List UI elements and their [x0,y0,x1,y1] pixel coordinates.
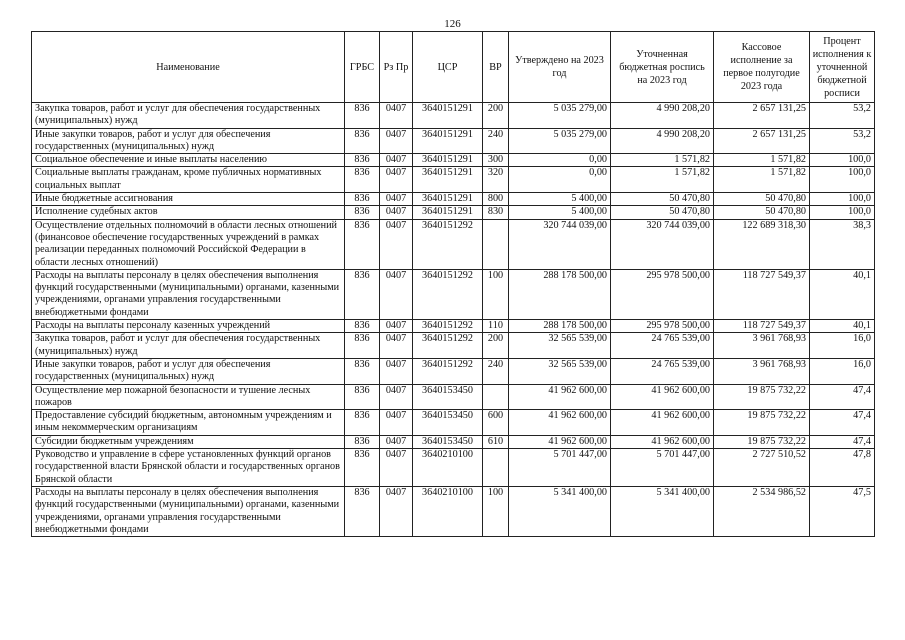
table-cell-refined: 320 744 039,00 [611,219,714,269]
table-cell-csr: 3640151291 [413,103,483,129]
table-cell-name: Социальное обеспечение и иные выплаты населению [32,154,345,167]
table-cell-grbs: 836 [345,269,380,319]
table-cell-rzpr: 0407 [380,449,413,487]
table-cell-name: Предоставление субсидий бюджетным, автономным учреждениям и иным некоммерческим организациям [32,410,345,436]
table-cell-approved: 5 701 447,00 [509,449,611,487]
table-cell-executed: 3 961 768,93 [714,333,810,359]
table-cell-vr: 610 [483,435,509,448]
table-cell-vr: 240 [483,128,509,154]
table-row [32,384,875,410]
table-cell-approved: 41 962 600,00 [509,410,611,436]
table-cell-name: Субсидии бюджетным учреждениям [32,435,345,448]
table-cell-grbs: 836 [345,206,380,219]
table-cell-csr: 3640151292 [413,333,483,359]
table-cell-grbs: 836 [345,449,380,487]
table-row [32,269,875,319]
table-cell-csr: 3640153450 [413,435,483,448]
table-cell-executed: 122 689 318,30 [714,219,810,269]
table-cell-name: Расходы на выплаты персоналу в целях обеспечения выполнения функций государственными (муниципальными) органами, казенными учреждениями, органами управления государственными внебюджетными фондами [32,486,345,536]
table-cell-rzpr: 0407 [380,320,413,333]
table-cell-approved: 5 400,00 [509,193,611,206]
table-cell-rzpr: 0407 [380,103,413,129]
table-row [32,410,875,436]
table-cell-executed: 2 534 986,52 [714,486,810,536]
table-cell-csr: 3640210100 [413,449,483,487]
table-cell-vr: 200 [483,333,509,359]
header-percent: Процент исполнения к уточненной бюджетной росписи [810,32,875,103]
table-row [32,154,875,167]
table-row [32,358,875,384]
table-cell-name: Иные закупки товаров, работ и услуг для обеспечения государственных (муниципальных) нужд [32,358,345,384]
table-cell-name: Расходы на выплаты персоналу казенных учреждений [32,320,345,333]
table-cell-refined: 24 765 539,00 [611,358,714,384]
table-cell-percent: 47,4 [810,384,875,410]
table-cell-approved: 5 035 279,00 [509,128,611,154]
table-cell-grbs: 836 [345,435,380,448]
table-cell-grbs: 836 [345,333,380,359]
table-cell-rzpr: 0407 [380,333,413,359]
table-cell-vr: 100 [483,486,509,536]
table-cell-refined: 41 962 600,00 [611,410,714,436]
table-cell-refined: 41 962 600,00 [611,435,714,448]
table-cell-name: Расходы на выплаты персоналу в целях обеспечения выполнения функций государственными (муниципальными) органами, казенными учреждениями, органами управления государственными внебюджетными фондами [32,269,345,319]
table-cell-percent: 53,2 [810,103,875,129]
table-cell-vr: 320 [483,167,509,193]
table-cell-executed: 3 961 768,93 [714,358,810,384]
table-cell-csr: 3640151292 [413,219,483,269]
table-row [32,206,875,219]
table-row [32,449,875,487]
table-cell-approved: 32 565 539,00 [509,333,611,359]
table-cell-refined: 295 978 500,00 [611,269,714,319]
table-cell-rzpr: 0407 [380,167,413,193]
table-cell-csr: 3640151291 [413,206,483,219]
table-cell-rzpr: 0407 [380,206,413,219]
header-csr: ЦСР [413,32,483,103]
table-row [32,435,875,448]
table-cell-approved: 5 400,00 [509,206,611,219]
header-vr: ВР [483,32,509,103]
budget-table [31,31,875,537]
table-cell-percent: 47,5 [810,486,875,536]
table-cell-rzpr: 0407 [380,219,413,269]
table-cell-grbs: 836 [345,486,380,536]
header-approved: Утверждено на 2023 год [509,32,611,103]
table-cell-executed: 1 571,82 [714,154,810,167]
table-cell-approved: 41 962 600,00 [509,384,611,410]
table-cell-vr: 100 [483,269,509,319]
table-cell-vr [483,449,509,487]
table-cell-rzpr: 0407 [380,358,413,384]
table-cell-vr [483,384,509,410]
table-cell-percent: 100,0 [810,167,875,193]
table-cell-grbs: 836 [345,219,380,269]
table-cell-rzpr: 0407 [380,128,413,154]
table-cell-name: Осуществление мер пожарной безопасности и тушение лесных пожаров [32,384,345,410]
table-cell-refined: 4 990 208,20 [611,128,714,154]
table-cell-grbs: 836 [345,128,380,154]
table-cell-approved: 0,00 [509,154,611,167]
table-cell-vr: 600 [483,410,509,436]
table-cell-percent: 16,0 [810,333,875,359]
table-cell-approved: 288 178 500,00 [509,269,611,319]
table-cell-name: Социальные выплаты гражданам, кроме публичных нормативных социальных выплат [32,167,345,193]
header-executed: Кассовое исполнение за первое полугодие 2023 года [714,32,810,103]
table-cell-grbs: 836 [345,358,380,384]
table-row [32,486,875,536]
table-cell-executed: 2 657 131,25 [714,128,810,154]
table-cell-csr: 3640151291 [413,128,483,154]
table-cell-executed: 118 727 549,37 [714,320,810,333]
table-row [32,128,875,154]
table-cell-percent: 100,0 [810,206,875,219]
table-cell-name: Закупка товаров, работ и услуг для обеспечения государственных (муниципальных) нужд [32,333,345,359]
table-cell-rzpr: 0407 [380,269,413,319]
table-cell-refined: 41 962 600,00 [611,384,714,410]
table-cell-percent: 47,8 [810,449,875,487]
table-cell-vr: 200 [483,103,509,129]
table-cell-refined: 24 765 539,00 [611,333,714,359]
header-refined: Уточненная бюджетная роспись на 2023 год [611,32,714,103]
header-grbs: ГРБС [345,32,380,103]
table-cell-approved: 5 341 400,00 [509,486,611,536]
table-row [32,193,875,206]
table-cell-percent: 100,0 [810,154,875,167]
table-cell-percent: 38,3 [810,219,875,269]
table-cell-refined: 1 571,82 [611,154,714,167]
table-cell-executed: 19 875 732,22 [714,435,810,448]
table-cell-name: Иные бюджетные ассигнования [32,193,345,206]
header-name: Наименование [32,32,345,103]
table-cell-executed: 118 727 549,37 [714,269,810,319]
table-cell-grbs: 836 [345,193,380,206]
table-cell-grbs: 836 [345,410,380,436]
table-cell-executed: 19 875 732,22 [714,384,810,410]
table-cell-csr: 3640151291 [413,193,483,206]
table-cell-grbs: 836 [345,320,380,333]
table-row [32,320,875,333]
table-cell-executed: 1 571,82 [714,167,810,193]
table-cell-csr: 3640153450 [413,384,483,410]
table-cell-executed: 50 470,80 [714,206,810,219]
table-cell-name: Осуществление отдельных полномочий в области лесных отношений (финансовое обеспечение государственных учреждений в рамках реализации переданных полномочий Российской Федерации в области лесных отношений) [32,219,345,269]
table-cell-percent: 47,4 [810,410,875,436]
table-cell-vr: 240 [483,358,509,384]
table-cell-approved: 32 565 539,00 [509,358,611,384]
table-cell-csr: 3640153450 [413,410,483,436]
table-cell-csr: 3640151292 [413,358,483,384]
table-cell-refined: 295 978 500,00 [611,320,714,333]
table-cell-vr: 110 [483,320,509,333]
table-cell-percent: 47,4 [810,435,875,448]
table-cell-vr: 830 [483,206,509,219]
table-cell-name: Руководство и управление в сфере установленных функций органов государственной власти Брянской области и государственных органов Брянской области [32,449,345,487]
header-rzpr: Рз Пр [380,32,413,103]
table-cell-rzpr: 0407 [380,193,413,206]
table-row [32,333,875,359]
table-cell-rzpr: 0407 [380,410,413,436]
table-row [32,103,875,129]
table-cell-refined: 50 470,80 [611,206,714,219]
table-cell-executed: 50 470,80 [714,193,810,206]
table-cell-csr: 3640210100 [413,486,483,536]
table-row [32,219,875,269]
table-cell-name: Закупка товаров, работ и услуг для обеспечения государственных (муниципальных) нужд [32,103,345,129]
table-cell-vr: 300 [483,154,509,167]
table-cell-percent: 53,2 [810,128,875,154]
table-cell-approved: 320 744 039,00 [509,219,611,269]
table-cell-approved: 5 035 279,00 [509,103,611,129]
table-cell-rzpr: 0407 [380,486,413,536]
table-cell-grbs: 836 [345,167,380,193]
table-row [32,167,875,193]
table-cell-vr [483,219,509,269]
table-cell-executed: 2 657 131,25 [714,103,810,129]
table-cell-approved: 288 178 500,00 [509,320,611,333]
table-cell-percent: 100,0 [810,193,875,206]
table-cell-grbs: 836 [345,154,380,167]
header-row [32,32,875,103]
table-cell-executed: 19 875 732,22 [714,410,810,436]
table-cell-csr: 3640151291 [413,154,483,167]
table-cell-rzpr: 0407 [380,384,413,410]
table-cell-grbs: 836 [345,384,380,410]
table-cell-vr: 800 [483,193,509,206]
table-cell-percent: 16,0 [810,358,875,384]
table-cell-approved: 41 962 600,00 [509,435,611,448]
table-cell-percent: 40,1 [810,269,875,319]
table-cell-csr: 3640151292 [413,320,483,333]
table-cell-refined: 4 990 208,20 [611,103,714,129]
page-number: 126 [444,18,461,30]
table-cell-approved: 0,00 [509,167,611,193]
table-cell-name: Иные закупки товаров, работ и услуг для обеспечения государственных (муниципальных) нужд [32,128,345,154]
table-cell-rzpr: 0407 [380,435,413,448]
table-cell-rzpr: 0407 [380,154,413,167]
table-cell-grbs: 836 [345,103,380,129]
table-cell-refined: 5 341 400,00 [611,486,714,536]
table-cell-percent: 40,1 [810,320,875,333]
table-cell-refined: 50 470,80 [611,193,714,206]
table-cell-refined: 1 571,82 [611,167,714,193]
table-cell-csr: 3640151292 [413,269,483,319]
table-cell-refined: 5 701 447,00 [611,449,714,487]
table-cell-executed: 2 727 510,52 [714,449,810,487]
table-cell-csr: 3640151291 [413,167,483,193]
table-cell-name: Исполнение судебных актов [32,206,345,219]
